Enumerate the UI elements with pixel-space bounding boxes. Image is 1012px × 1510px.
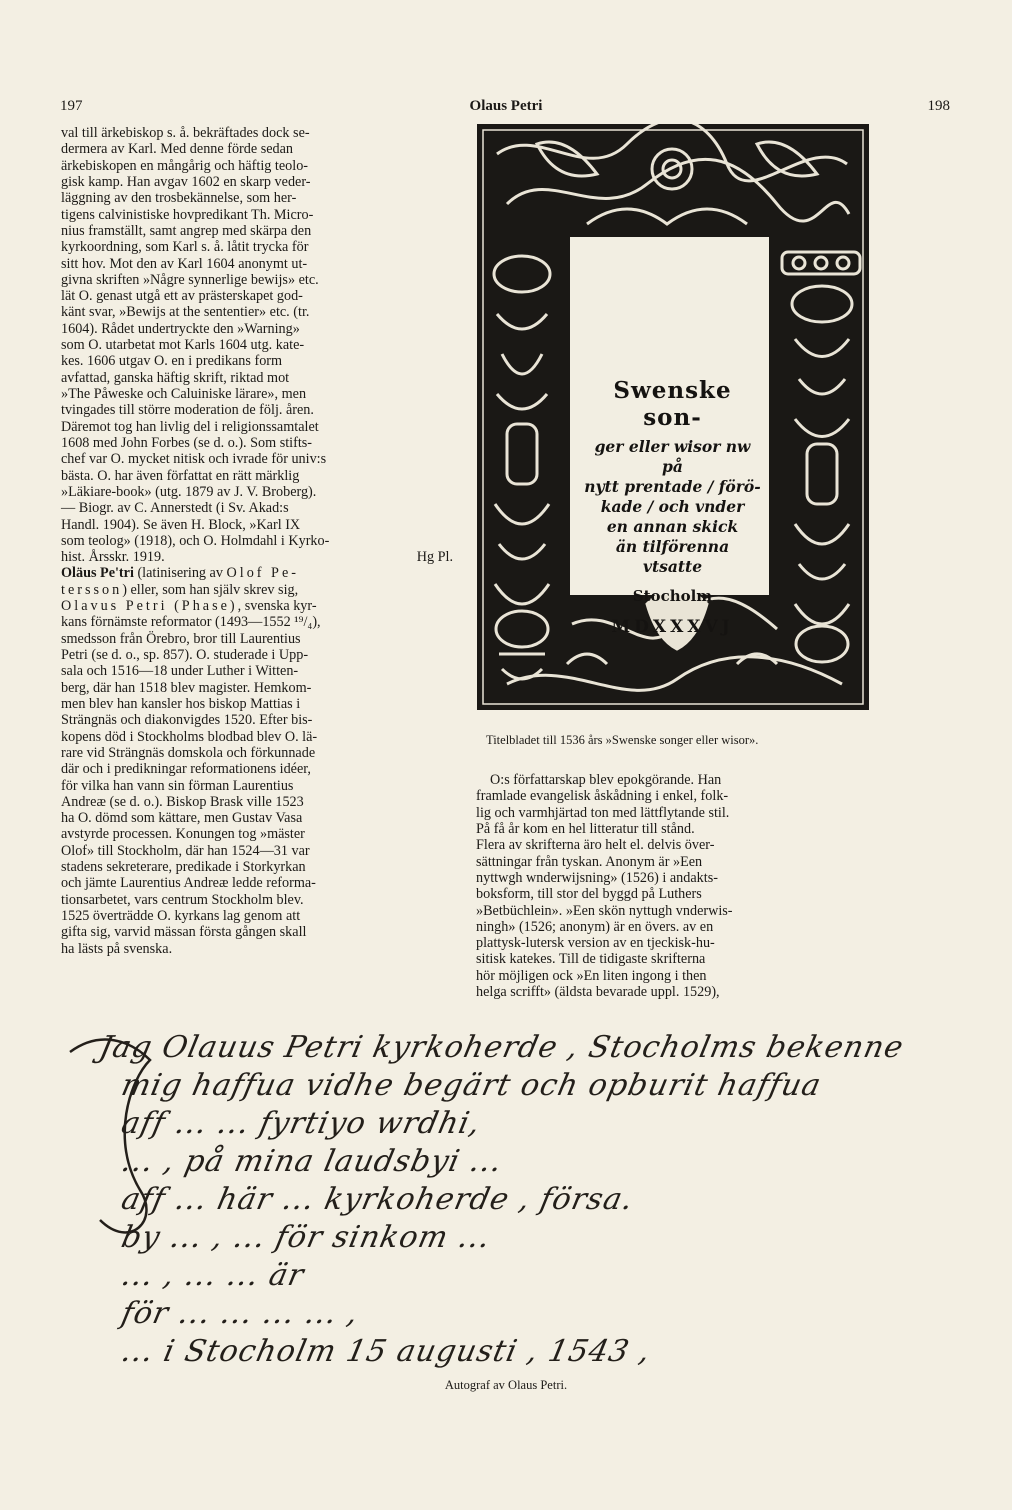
title-line: vtsatte [642, 557, 703, 576]
text-line: »The Påweske och Caluiniske lärare», men [61, 386, 307, 402]
text-line: berg, där han 1518 blev magister. Hemkom- [61, 679, 312, 696]
text-line: »Läkiare-book» (utg. 1879 av J. V. Broberg). [61, 483, 317, 500]
autograph-line: aff ... ... fyrtiyo wrdhi, [118, 1106, 484, 1141]
title-line: en annan skick [606, 517, 739, 536]
text-line: smedsson från Örebro, bror till Laurentius [61, 630, 301, 647]
text-line: sitisk katekes. Till de tidigaste skrifterna [476, 951, 706, 968]
text-line: hör möjligen ock »En liten ingong i then [476, 967, 707, 984]
text-line: sala och 1516—18 under Luther i Witten- [61, 663, 299, 680]
text-line: rare vid Strängnäs domskola och förkunnade [61, 744, 316, 761]
title-panel [570, 237, 769, 637]
autograph-line: för ... ... ... ... , [118, 1296, 362, 1331]
text-fragment: ) eller, som han själv skrev sig, [122, 581, 299, 598]
text-line: »Betbüchlein». »Een skön nyttugh vnderwis- [476, 902, 733, 919]
text-line: sättningar från tyskan. Anonym är »Een [476, 853, 703, 870]
text-line: Olof» till Stockholm, där han 1524—31 var [61, 842, 310, 859]
imprint-place: Stocholm [632, 587, 713, 605]
text-line: kes. 1606 utgav O. en i predikans form [61, 353, 283, 370]
text-line: Andreæ (se d. o.). Biskop Brask ville 1523 [61, 793, 304, 810]
text-line: bästa. O. har även författat en rätt märklig [61, 467, 300, 484]
signature-line [61, 549, 453, 565]
text-line: som teolog» (1918), och O. Holmdahl i Kyrko- [61, 532, 330, 549]
spaced-name: Olof Pe- [226, 565, 299, 582]
text-line: boksform, till stor del byggd på Luthers [476, 886, 702, 903]
autograph-line: aff ... här ... kyrkoherde , försa. [118, 1182, 637, 1217]
text-line: nyttwgh wnderwijsning» (1526) i andakts- [476, 869, 718, 886]
article-headword: Oläus Pe'tri [61, 565, 134, 582]
text-line: val till ärkebiskop s. å. bekräftades dock se- [61, 125, 310, 141]
text-line: gifta sig, varvid mässan första gången skall [61, 924, 307, 941]
text-line: avfattad, ganska häftig skrift, riktad mot [61, 369, 290, 386]
article-opening [61, 565, 453, 581]
text-line: plattysk-lutersk version av en tjeckisk-hu- [476, 935, 715, 952]
text-line: tionsarbetet, vars centrum Stockholm blev. [61, 891, 304, 908]
page-number-right: 198 [927, 98, 950, 114]
autograph-line: Jag Olauus Petri kyrkoherde , Stocholms bekenne [96, 1030, 907, 1065]
title-line: än tilförenna [615, 537, 730, 556]
autograph-line: ... , ... ... är [118, 1258, 308, 1293]
autograph-line: mig haffua vidhe begärt och opburit haffua [118, 1068, 825, 1103]
text-line: ha lästs på svenska. [61, 940, 173, 957]
page-number-left: 197 [60, 98, 83, 114]
text-line: Däremot tog han livlig del i religionssamtalet [61, 418, 319, 435]
article-line [61, 582, 453, 598]
author-signature: Hg Pl. [416, 549, 453, 566]
text-line: 1608 med John Forbes (se d. o.). Som stifts- [61, 434, 313, 451]
left-column [61, 125, 453, 957]
text-line: givna skriften »Någre synnerlige bewijs» etc. [61, 271, 319, 288]
text-fragment: (latinisering av [133, 565, 227, 582]
spaced-name: tersson [61, 581, 123, 598]
text-line: där och i predikningar reformationens idéer, [61, 761, 311, 778]
woodcut-caption: Titelbladet till 1536 års »Swenske songer eller wisor». [486, 733, 759, 747]
article-line [61, 598, 453, 614]
text-line: känt svar, »Bewijs at the sententier» etc. (tr. [61, 304, 310, 321]
text-line: lät O. genast utgå ett av prästerskapet god- [61, 288, 303, 305]
text-line: helga scrifft» (äldsta bevarade uppl. 1529), [476, 984, 720, 1001]
text-line: och jämte Laurentius Andreæ ledde reforma- [61, 875, 316, 892]
text-line: avstyrde processen. Konungen tog »mäster [61, 826, 305, 843]
imprint-year: MDXXXVJ [611, 617, 734, 637]
text-line: — Biogr. av C. Annerstedt (i Sv. Akad:s [61, 500, 289, 517]
text-line: som O. utarbetat mot Karls 1604 utg. kate- [61, 337, 305, 354]
autograph-line: by ... , ... för sinkom ... [118, 1220, 494, 1255]
text-fragment: , svenska kyr- [237, 598, 317, 615]
text-line: nius framställt, samt angrep med skärpa den [61, 222, 312, 239]
running-title: Olaus Petri [469, 98, 543, 114]
right-column-lines [476, 772, 868, 1000]
text-line: 1604). Rådet undertryckte den »Warning» [61, 320, 300, 337]
text-line: chef var O. mycket nitisk och ivrade för univ:s [61, 451, 327, 468]
right-column [476, 772, 868, 1000]
text-line: Flera av skrifterna äro helt el. delvis över- [476, 837, 715, 854]
text-line: 1525 överträdde O. kyrkans lag genom att [61, 908, 301, 924]
text-line: kans förnämste reformator (1493—1552 ¹⁹/₄), [61, 614, 321, 631]
text-line: tvingades till större moderation de följ. åren. [61, 402, 314, 419]
text-line: stadens sekreterare, predikade i Storkyrkan [61, 859, 306, 876]
text-line: sitt hov. Mot den av Karl 1604 anonymt ut- [61, 255, 308, 272]
text-line: På få år kom en hel litteratur till stånd. [476, 820, 695, 837]
text-line: Strängnäs och diakonvigdes 1520. Efter bis- [61, 712, 313, 729]
text-line: framlade evangelisk åskådning i enkel, folk- [476, 788, 729, 805]
article-body [61, 614, 453, 957]
autograph-caption: Autograf av Olaus Petri. [444, 1378, 568, 1392]
text-line: kopens död i Stockholms blodbad blev O. lä- [61, 728, 318, 745]
title-line: kade / och vnder [600, 497, 745, 516]
text-line: kyrkoordning, som Karl s. å. låtit trycka för [61, 239, 309, 256]
autograph-facsimile [60, 1020, 960, 1370]
text-line: för vilka han vann sin förman Laurentius [61, 777, 294, 794]
text-line: Petri (se d. o., sp. 857). O. studerade i Upp- [61, 647, 309, 663]
text-line: ärkebiskopen en mångårig och häftig teolo- [61, 157, 309, 174]
title-page-woodcut [477, 124, 869, 710]
text-line: men blev han kansler hos biskop Mattias i [61, 695, 301, 712]
autograph-line: ... , på mina laudsbyi ... [118, 1144, 506, 1179]
spaced-name: Olavus Petri (Phase) [61, 598, 238, 615]
text-line: ningh» (1526; anonym) är en övers. av en [476, 918, 714, 935]
text-line: tigens calvinistiske hovpredikant Th. Micro- [61, 206, 314, 223]
left-column-lines [61, 125, 453, 549]
text-line: Handl. 1904). Se även H. Block, »Karl IX [61, 516, 301, 533]
text-line: ha O. dömd som kättare, men Gustav Vasa [61, 810, 303, 827]
text-line: dermera av Karl. Med denne förde sedan [61, 141, 294, 158]
text-line: gisk kamp. Han avgav 1602 en skarp veder- [61, 173, 311, 190]
title-line: Swenske son- [613, 377, 732, 431]
title-line: nytt prentade / förö- [584, 477, 761, 496]
autograph-line: ... i Stocholm 15 augusti , 1543 , [118, 1334, 654, 1369]
text-line: hist. Årsskr. 1919. [61, 549, 165, 566]
title-line: ger eller wisor nw på [594, 437, 751, 476]
text-line: O:s författarskap blev epokgörande. Han [490, 772, 722, 788]
text-line: lig och varmhjärtad ton med lättflytande stil. [476, 804, 730, 821]
text-line: läggning av den trosbekännelse, som her- [61, 190, 297, 207]
